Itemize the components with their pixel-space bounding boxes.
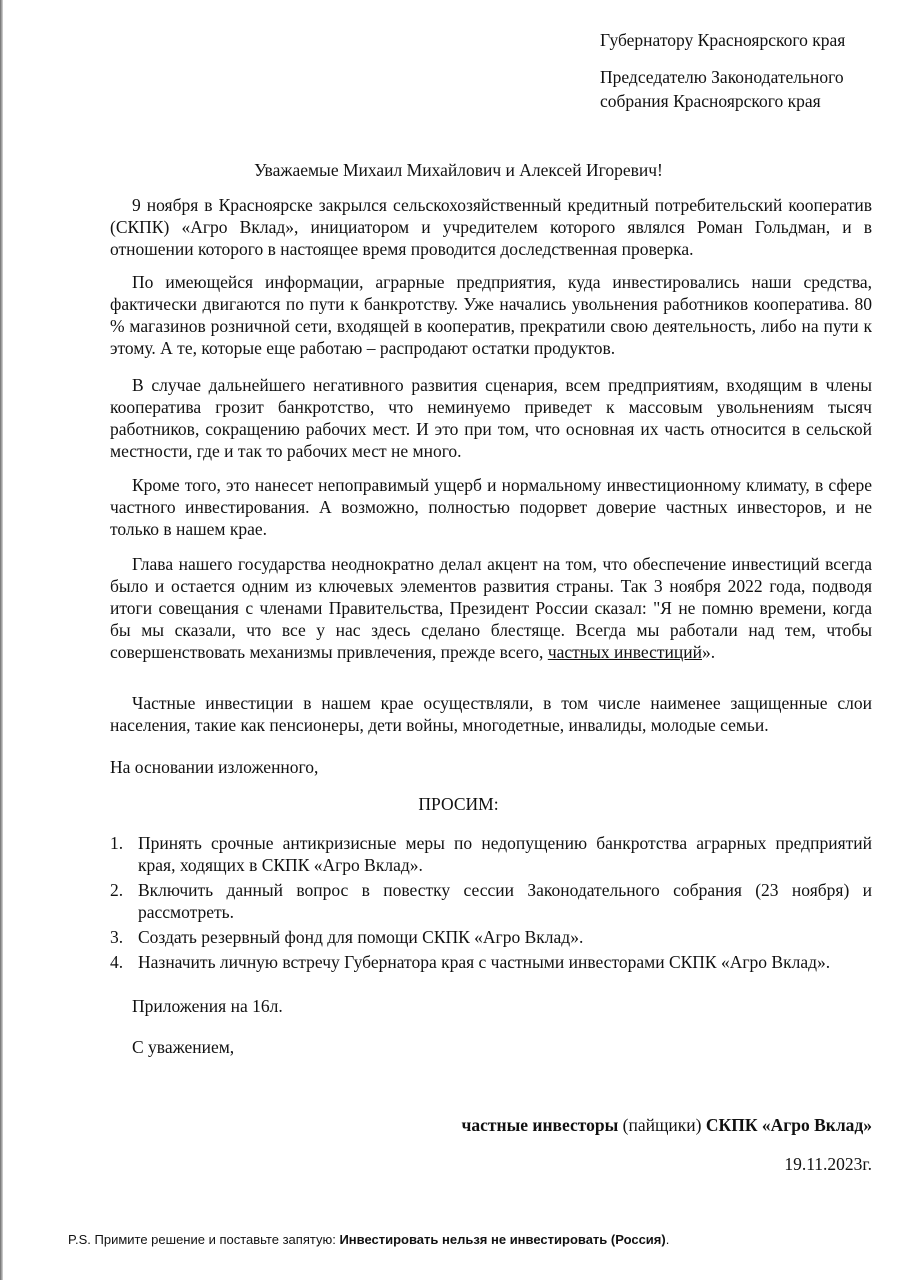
request-text: Создать резервный фонд для помощи СКПК «Агро Вклад». (138, 927, 584, 947)
request-number: 1. (110, 833, 124, 853)
paragraph-4: Кроме того, это нанесет непоправимый ущерб и нормальному инвестиционному климату, в сфере частного инвестирования. А возможно, полностью подорвет доверие частных инвесторов, и не только в нашем крае. (110, 475, 872, 539)
postscript-text: P.S. Примите решение и поставьте запятую: (68, 1232, 340, 1247)
request-text: Включить данный вопрос в повестку сессии Законодательного собрания (23 ноября) и рассмотреть. (138, 880, 872, 922)
request-list (110, 832, 872, 976)
paragraph-5-text: Глава нашего государства неоднократно делал акцент на том, что обеспечение инвестиций всегда было и остается одним из ключевых элементов развития страны. Так 3 ноября 2022 года, подводя итоги совещания с членами Правительства, Президент России сказал: "Я не помню времени, когда бы мы сказали, что все у нас здесь сделано блестяще. Всегда мы работали над тем, чтобы совершенствовать механизмы привлечения, прежде всего, (110, 554, 872, 662)
paragraph-6-block (110, 692, 872, 736)
request-title: ПРОСИМ: (418, 794, 499, 814)
addressee-governor: Губернатору Красноярского края (600, 30, 846, 50)
request-item (110, 832, 872, 876)
signature-shareholders: (пайщики) (618, 1115, 706, 1135)
addressee-chairman-line2: собрания Красноярского края (600, 91, 821, 111)
postscript-bold: Инвестировать нельзя не инвестировать (Россия) (339, 1232, 666, 1247)
request-number: 2. (110, 880, 124, 900)
signature (462, 1114, 873, 1136)
postscript (68, 1231, 669, 1249)
letter-date: 19.11.2023г. (784, 1154, 872, 1174)
paragraph-3: В случае дальнейшего негативного развития сценария, всем предприятиям, входящим в члены кооператива грозит банкротство, что неминуемо приведет к массовым увольнениям тысяч работников, сокращению рабочих мест. И это при том, что основная их часть относится в сельской местности, где и так то рабочих мест не много. (110, 375, 872, 461)
paragraph-5 (110, 553, 872, 663)
page-edge-shadow (0, 0, 3, 1280)
paragraph-3-block (110, 374, 872, 462)
addressee-block (600, 28, 900, 113)
request-number: 4. (110, 952, 124, 972)
request-item (110, 879, 872, 923)
signature-cooperative: СКПК «Агро Вклад» (705, 1115, 872, 1135)
paragraph-5-block (110, 553, 872, 663)
request-text: Назначить личную встречу Губернатора края с частными инвесторами СКПК «Агро Вклад». (138, 952, 831, 972)
signature-investors: частные инвесторы (461, 1115, 619, 1135)
paragraph-1-block (110, 194, 872, 260)
attachments-note: Приложения на 16л. (132, 996, 283, 1016)
basis-line: На основании изложенного, (110, 757, 319, 777)
salutation: Уважаемые Михаил Михайлович и Алексей Игоревич! (254, 160, 663, 180)
closing-regards: С уважением, (132, 1037, 235, 1057)
paragraph-2: По имеющейся информации, аграрные предприятия, куда инвестировались наши средства, фактически двигаются по пути к банкротству. Уже начались увольнения работников кооператива. 80 % магазинов розничной сети, входящей в кооператив, прекратили свою деятельность, либо на пути к этому. А те, которые еще работаю – распродают остатки продуктов. (110, 272, 872, 358)
paragraph-6: Частные инвестиции в нашем крае осуществляли, в том числе наименее защищенные слои населения, такие как пенсионеры, дети войны, многодетные, инвалиды, молодые семьи. (110, 693, 872, 735)
paragraph-4-block (110, 474, 872, 540)
addressee-chairman-line1: Председателю Законодательного (600, 67, 844, 87)
request-number: 3. (110, 927, 124, 947)
addressee-chairman (600, 65, 900, 113)
request-item (110, 926, 872, 948)
postscript-end: . (665, 1232, 670, 1247)
request-item (110, 951, 872, 973)
paragraph-5-end: ». (702, 642, 716, 662)
request-text: Принять срочные антикризисные меры по недопущению банкротства аграрных предприятий края, ходящих в СКПК «Агро Вклад». (138, 833, 872, 875)
paragraph-2-block (110, 271, 872, 359)
paragraph-1: 9 ноября в Красноярске закрылся сельскохозяйственный кредитный потребительский кооператив (СКПК) «Агро Вклад», инициатором и учредителем которого являлся Роман Гольдман, и в отношении которого в настоящее время проводится доследственная проверка. (110, 195, 872, 259)
paragraph-5-underlined: частных инвестиций (547, 642, 703, 662)
